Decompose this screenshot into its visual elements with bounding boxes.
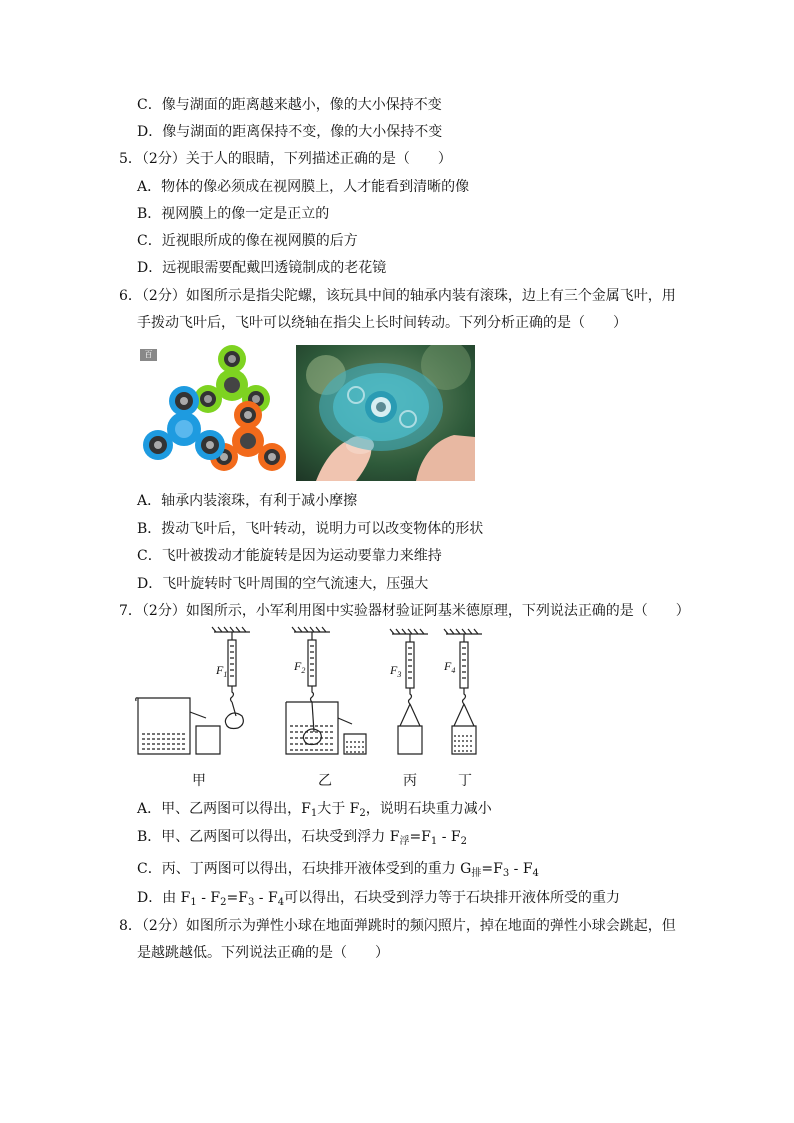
q6-option-c: C．飞叶被拨动才能旋转是因为运动要靠力来维持 <box>137 548 442 564</box>
svg-text:F3 <box>389 663 401 679</box>
q4-option-c: C．像与湖面的距离越来越小，像的大小保持不变 <box>137 97 442 113</box>
force-label-f1-sub: 1 <box>223 670 228 679</box>
q6-option-d: D．飞叶旋转时飞叶周围的空气流速大，压强大 <box>137 576 429 592</box>
q7-option-d: D．由 $F_1 - F_2=F_3 - F_4$可以得出，石块受到浮力等于石块排开液体所受的重力 <box>137 890 621 908</box>
figure-label-ding: 丁 <box>458 773 472 789</box>
spinners-photo <box>140 345 292 481</box>
force-label-f3: F <box>390 663 398 677</box>
photo-watermark-tag: 百 <box>140 349 157 361</box>
q5-stem: 5．（2分）关于人的眼睛，下列描述正确的是（ ） <box>119 151 452 167</box>
spring-scale-2 <box>292 627 330 745</box>
spring-scale-3 <box>390 629 428 754</box>
force-label-f4: F <box>444 659 452 673</box>
figure-label-jia: 甲 <box>192 773 206 789</box>
spinning-spinner-photo <box>296 345 475 481</box>
force-label-f2-sub: 2 <box>301 666 306 675</box>
spinning-illustration <box>296 345 475 481</box>
q7-option-c: C．丙、丁两图可以得出，石块排开液体受到的重力 $G_排=F_3 - F_4$ <box>137 861 539 879</box>
svg-text:F4 <box>443 659 455 675</box>
archimedes-experiment-figure <box>130 626 490 766</box>
q5-option-c: C．近视眼所成的像在视网膜的后方 <box>137 233 358 249</box>
q5-option-a: A．物体的像必须成在视网膜上，人才能看到清晰的像 <box>137 179 470 195</box>
beaker-yi <box>286 702 366 754</box>
q7-option-b: B．甲、乙两图可以得出，石块受到浮力 $F_浮=F_1 - F_2$ <box>137 829 468 847</box>
force-label-f2: F <box>294 659 302 673</box>
q4-option-d: D．像与湖面的距离保持不变，像的大小保持不变 <box>137 124 443 140</box>
spring-scale-4 <box>444 629 482 754</box>
force-label-f4-sub: 4 <box>451 666 456 675</box>
q8-stem-line1: 8．（2分）如图所示为弹性小球在地面弹跳时的频闪照片，掉在地面的弹性小球会跳起，但 <box>119 918 676 934</box>
figure-label-yi: 乙 <box>318 773 332 789</box>
spinners-illustration <box>140 345 292 481</box>
force-label-f3-sub: 3 <box>397 670 402 679</box>
figure-label-bing: 丙 <box>403 773 417 789</box>
force-label-f1: F <box>216 663 224 677</box>
q7-option-a: A．甲、乙两图可以得出，$F_1$大于 $F_2$，说明石块重力减小 <box>137 801 492 819</box>
green-spinner <box>194 345 270 413</box>
q6-option-a: A．轴承内装滚珠，有利于减小摩擦 <box>137 493 358 509</box>
q5-option-d: D．远视眼需要配戴凹透镜制成的老花镜 <box>137 260 387 276</box>
q6-option-b: B．拨动飞叶后，飞叶转动，说明力可以改变物体的形状 <box>137 521 484 537</box>
q7-stem: 7．（2分）如图所示，小军利用图中实验器材验证阿基米德原理，下列说法正确的是（ ） <box>119 603 690 619</box>
q8-stem-line2: 是越跳越低。下列说法正确的是（ ） <box>137 945 389 961</box>
svg-text:F1 <box>215 663 227 679</box>
q6-stem-line2: 手拨动飞叶后，飞叶可以绕轴在指尖上长时间转动。下列分析正确的是（ ） <box>137 315 627 331</box>
spring-scale-1 <box>212 627 250 729</box>
q5-option-b: B．视网膜上的像一定是正立的 <box>137 206 330 222</box>
q6-stem-line1: 6．（2分）如图所示是指尖陀螺，该玩具中间的轴承内装有滚珠，边上有三个金属飞叶，用 <box>119 288 676 304</box>
beaker-jia <box>136 698 220 754</box>
svg-text:F2 <box>293 659 305 675</box>
